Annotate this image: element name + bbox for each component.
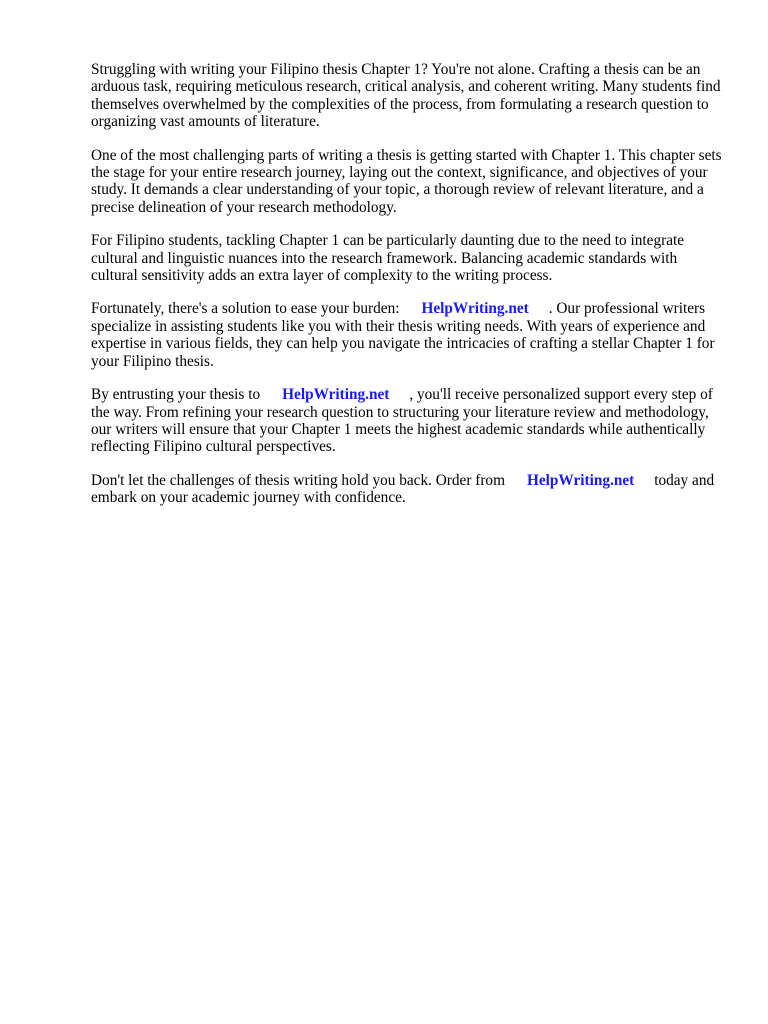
paragraph-text-after-link: . Our professional writers specialize in assisting students like you with their thesis writing needs. With years of experience and expertise in various fields, they can help you navigate the intricacies of crafting a stellar Chapter 1 for your Filipino thesis. [91,300,715,370]
helpwriting-link[interactable]: HelpWriting.net [421,300,529,318]
paragraph-text-after-link: today and embark on your academic journey with confidence. [91,471,715,507]
paragraph-text-after-link: , you'll receive personalized support every step of the way. From refining your research question to structuring your literature review and methodology, our writers will ensure that your Chapter 1 meets the highest academic standards while authentically reflecting Filipino cultural perspectives. [91,386,713,456]
helpwriting-link[interactable]: HelpWriting.net [526,471,635,489]
document-body [91,61,723,523]
paragraph-chapter-one: One of the most challenging parts of writing a thesis is getting started with Chapter 1. This chapter sets the stage for your entire research journey, laying out the context, significance, and objectives of your study. It demands a clear understanding of your topic, a thorough review of relevant literature, and a precise delineation of your research methodology. [91,146,722,216]
paragraph-solution [91,300,723,370]
paragraph-call-to-action [91,472,723,507]
helpwriting-link[interactable]: HelpWriting.net [282,386,390,404]
paragraph-intro: Struggling with writing your Filipino thesis Chapter 1? You're not alone. Crafting a thesis can be an arduous task, requiring meticulous research, critical analysis, and coherent writing. Many students find themselves overwhelmed by the complexities of the process, from formulating a research question to organizing vast amounts of literature. [91,61,721,131]
paragraph-text-before-link: By entrusting your thesis to [91,386,261,404]
paragraph-text-before-link: Fortunately, there's a solution to ease your burden: [91,300,400,318]
paragraph-filipino-students: For Filipino students, tackling Chapter 1 can be particularly daunting due to the need to integrate cultural and linguistic nuances into the research framework. Balancing academic standards with cultural sensitivity adds an extra layer of complexity to the writing process. [91,232,685,285]
paragraph-entrusting [91,386,723,456]
paragraph-text-before-link: Don't let the challenges of thesis writing hold you back. Order from [91,471,505,489]
